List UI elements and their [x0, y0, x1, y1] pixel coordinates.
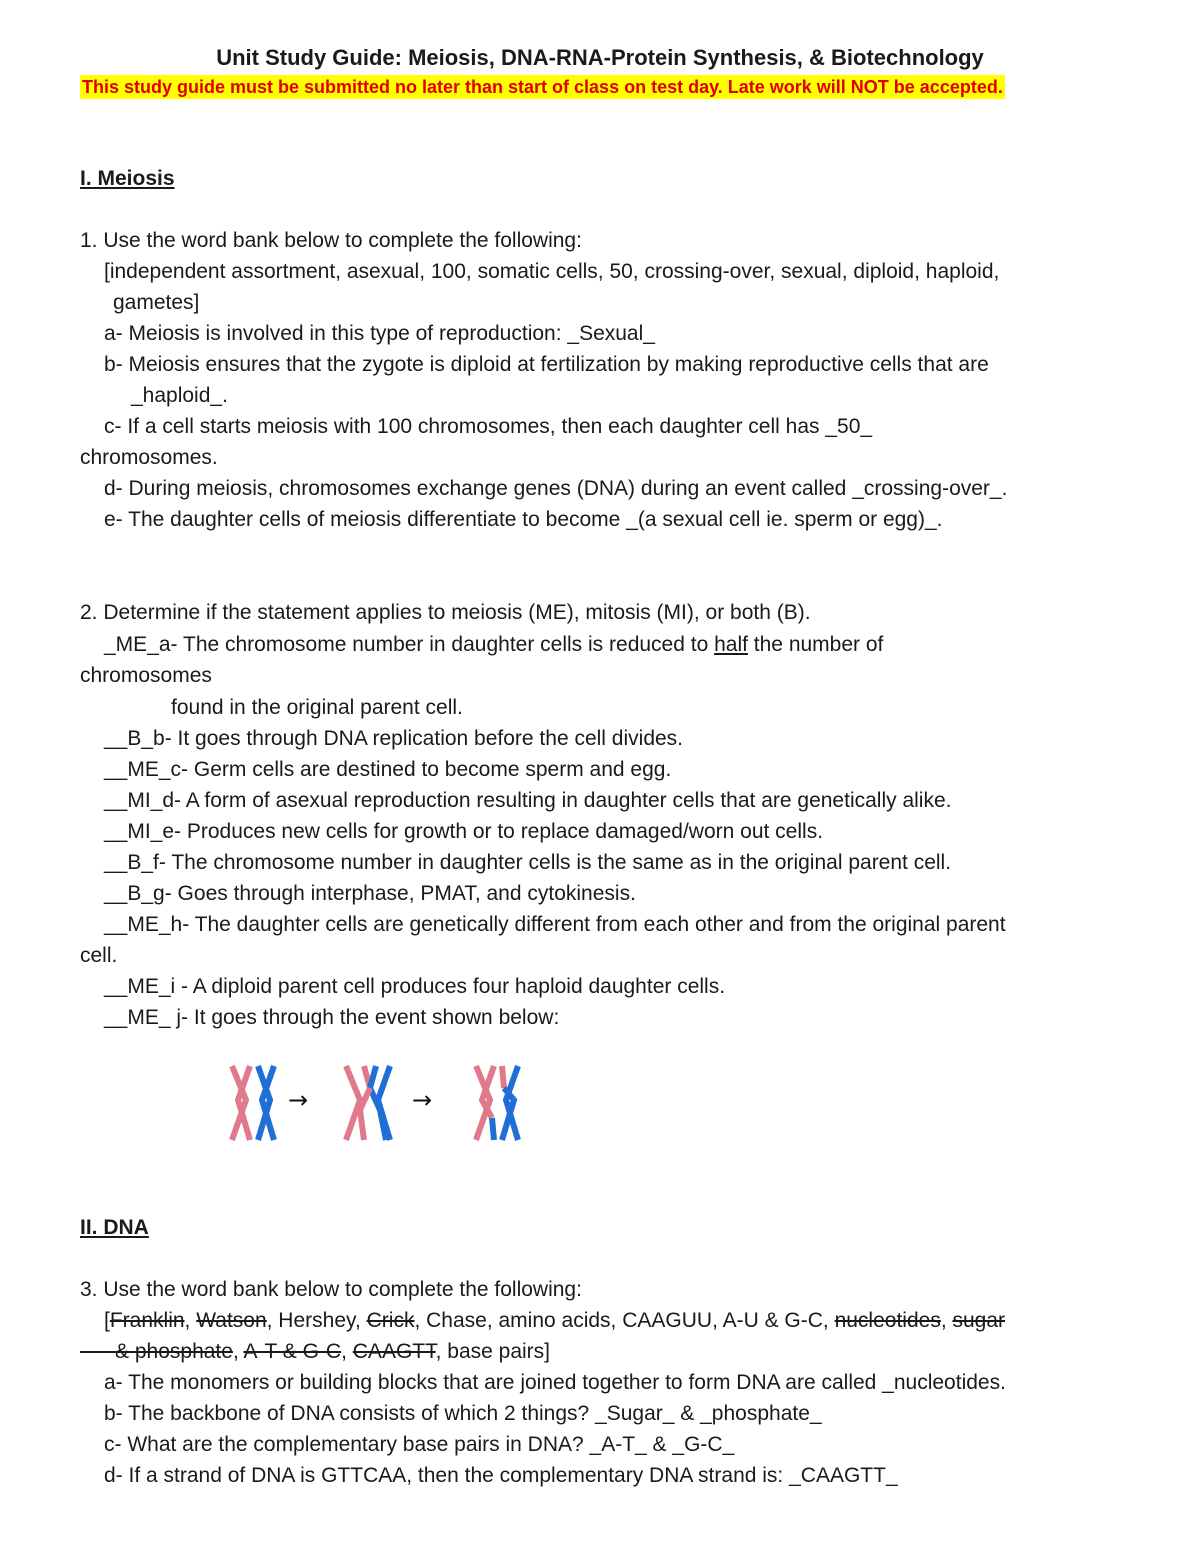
bank-franklin: Franklin	[109, 1309, 185, 1332]
q2-item-a-text-end: the number of	[747, 633, 884, 656]
crossing-over-figure	[220, 1058, 540, 1148]
bank-open: [	[104, 1309, 110, 1332]
bank-sep: ,	[232, 1340, 244, 1363]
q2-item-h: __ME_h- The daughter cells are genetically different from each other and from the original parent	[104, 913, 1006, 936]
q1-item-a: a- Meiosis is involved in this type of reproduction: _Sexual_	[104, 322, 655, 345]
q1-word-bank: [independent assortment, asexual, 100, somatic cells, 50, crossing-over, sexual, diploid, haploid,	[104, 260, 1000, 283]
section-heading-dna: II. DNA	[80, 1216, 149, 1239]
q2-item-e: __MI_e- Produces new cells for growth or to replace damaged/worn out cells.	[104, 820, 824, 843]
bank-phosphate	[80, 1340, 233, 1363]
q2-item-a	[104, 632, 883, 658]
q1-item-e: e- The daughter cells of meiosis differentiate to become _(a sexual cell ie. sperm or egg)_.	[104, 508, 943, 531]
q2-prompt: 2. Determine if the statement applies to meiosis (ME), mitosis (MI), or both (B).	[80, 601, 811, 624]
q2-item-b: __B_b- It goes through DNA replication before the cell divides.	[104, 727, 684, 750]
q3-item-b: b- The backbone of DNA consists of which 2 things? _Sugar_ & _phosphate_	[104, 1402, 822, 1425]
q2-item-g: __B_g- Goes through interphase, PMAT, and cytokinesis.	[104, 882, 636, 905]
arrow-2: →	[412, 1086, 433, 1114]
bank-at-gc: A-T & G-C	[243, 1340, 342, 1363]
bank-watson: Watson	[196, 1309, 267, 1332]
chromosome-pair-1	[232, 1066, 274, 1140]
q2-item-i: __ME_i - A diploid parent cell produces four haploid daughter cells.	[104, 975, 726, 998]
q1-prompt: 1. Use the word bank below to complete the following:	[80, 229, 582, 252]
bank-sugar: sugar	[952, 1309, 1006, 1332]
section-heading-meiosis: I. Meiosis	[80, 167, 175, 190]
q1-word-bank-cont: gametes]	[113, 291, 200, 314]
bank-sep: ,	[184, 1309, 197, 1332]
q2-item-a-text: _ME_a- The chromosome number in daughter cells is reduced to	[104, 633, 715, 656]
bank-close: , base pairs]	[435, 1340, 551, 1363]
q2-item-j: __ME_ j- It goes through the event shown below:	[104, 1006, 560, 1029]
chromosome-pair-2	[346, 1066, 390, 1140]
bank-caagtt: CAAGTT	[352, 1340, 436, 1363]
q3-item-a: a- The monomers or building blocks that are joined together to form DNA are called _nucleotides.	[104, 1371, 1006, 1394]
q2-item-d: __MI_d- A form of asexual reproduction resulting in daughter cells that are genetically alike.	[104, 789, 952, 812]
q3-item-d: d- If a strand of DNA is GTTCAA, then the complementary DNA strand is: _CAAGTT_	[104, 1464, 898, 1487]
submission-notice: This study guide must be submitted no later than start of class on test day. Late work will NOT be accepted.	[82, 77, 1003, 97]
bank-nucleotides: nucleotides	[834, 1309, 941, 1332]
q2-item-h-cont: cell.	[80, 944, 118, 967]
q3-word-bank-cont	[80, 1339, 550, 1365]
q1-item-b: b- Meiosis ensures that the zygote is diploid at fertilization by making reproductive cells that are	[104, 353, 989, 376]
q3-item-c: c- What are the complementary base pairs in DNA? _A-T_ & _G-C_	[104, 1433, 735, 1456]
bank-sep: ,	[341, 1340, 353, 1363]
q1-item-b-cont: _haploid_.	[131, 384, 228, 407]
arrow-1: →	[288, 1086, 309, 1114]
chromosome-pair-3	[476, 1066, 518, 1140]
bank-hershey: , Hershey,	[266, 1309, 367, 1332]
q2-item-c: __ME_c- Germ cells are destined to become sperm and egg.	[104, 758, 672, 781]
q1-item-c: c- If a cell starts meiosis with 100 chromosomes, then each daughter cell has _50_	[104, 415, 873, 438]
bank-crick: Crick	[366, 1309, 415, 1332]
bank-phosphate-text: & phosphate	[115, 1340, 233, 1363]
q1-item-c-cont: chromosomes.	[80, 446, 218, 469]
bank-sep: ,	[940, 1309, 953, 1332]
q3-prompt: 3. Use the word bank below to complete the following:	[80, 1278, 582, 1301]
q1-item-d: d- During meiosis, chromosomes exchange genes (DNA) during an event called _crossing-over_.	[104, 477, 1008, 500]
bank-mid: , Chase, amino acids, CAAGUU, A-U & G-C,	[414, 1309, 835, 1332]
q2-item-a-cont: chromosomes	[80, 664, 212, 687]
q2-item-a-underlined: half	[714, 633, 748, 656]
page-title: Unit Study Guide: Meiosis, DNA-RNA-Protein Synthesis, & Biotechnology	[216, 45, 984, 70]
q3-word-bank	[104, 1308, 1005, 1334]
q2-item-a-cont2: found in the original parent cell.	[171, 696, 463, 719]
q2-item-f: __B_f- The chromosome number in daughter cells is the same as in the original parent cell.	[104, 851, 952, 874]
